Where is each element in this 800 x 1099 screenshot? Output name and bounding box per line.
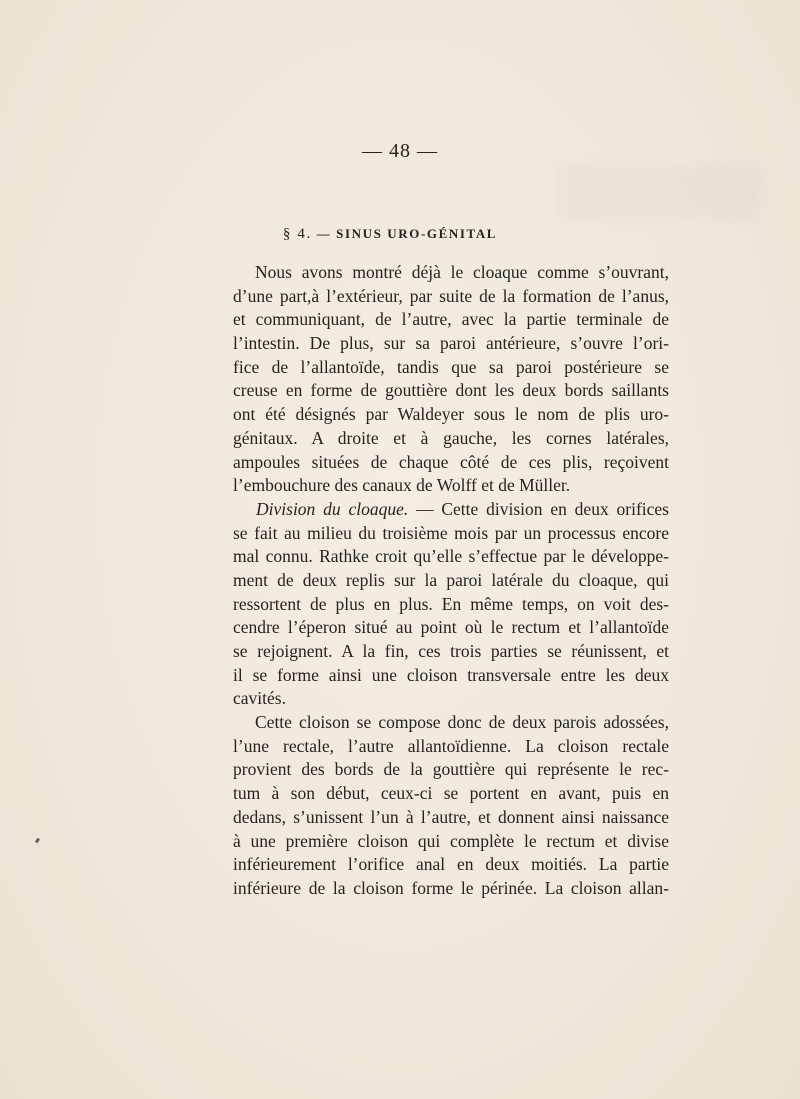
text-line (233, 498, 669, 522)
text-line: creuse en forme de gouttière dont les deux bords saillants (233, 380, 669, 401)
text-line: Nous avons montré déjà le cloaque comme s’ouvrant, (255, 262, 669, 282)
text-line: ment de deux replis sur la paroi latérale du cloaque, qui (233, 569, 669, 590)
section-heading (0, 226, 780, 243)
ink-speck (35, 838, 40, 844)
text-line: à une première cloison qui complète le rectum et divise (233, 830, 669, 851)
text-run: — Cette division en deux orifices (408, 498, 669, 519)
text-line: il se forme ainsi une cloison transversale entre les deux (233, 664, 669, 685)
text-line: ampoules situées de chaque côté de ces plis, reçoivent (233, 451, 669, 472)
text-line: se fait au milieu du troisième mois par un processus encore (233, 522, 669, 543)
text-line: dedans, s’unissent l’un à l’autre, et donnent ainsi naissance (233, 806, 669, 827)
section-symbol: § 4. (282, 226, 312, 242)
text-line: mal connu. Rathke croit qu’elle s’effectue par le développe- (233, 546, 669, 567)
body-text (233, 261, 669, 901)
text-line: l’intestin. De plus, sur sa paroi antérieure, s’ouvre l’ori- (233, 333, 669, 354)
section-title: SINUS URO-GÉNITAL (336, 226, 498, 241)
text-line: génitaux. A droite et à gauche, les cornes latérales, (233, 427, 669, 448)
show-through-stain (560, 165, 760, 220)
section-dash: — (316, 226, 332, 241)
text-line: ont été désignés par Waldeyer sous le nom de plis uro- (233, 404, 669, 425)
text-line: et communiquant, de l’autre, avec la partie terminale de (233, 309, 669, 330)
text-line: inférieurement l’orifice anal en deux moitiés. La partie (233, 854, 669, 875)
text-line: l’embouchure des canaux de Wolff et de Müller. (233, 475, 571, 496)
text-line: l’une rectale, l’autre allantoïdienne. La cloison rectale (233, 735, 669, 756)
italic-heading: Division du cloaque. (256, 498, 409, 519)
text-line: tum à son début, ceux-ci se portent en avant, puis en (233, 783, 669, 804)
text-line: fice de l’allantoïde, tandis que sa paroi postérieure se (233, 356, 669, 377)
text-line: d’une part,à l’extérieur, par suite de la formation de l’anus, (233, 285, 669, 306)
page-number: — 48 — (362, 140, 438, 162)
text-line: ressortent de plus en plus. En même temps, on voit des- (233, 593, 669, 614)
text-line: se rejoignent. A la fin, ces trois parties se réunissent, et (233, 641, 669, 661)
text-line: cavités. (233, 688, 286, 709)
text-line: cendre l’éperon situé au point où le rectum et l’allantoïde (233, 617, 669, 638)
text-line: Cette cloison se compose donc de deux parois adossées, (255, 712, 669, 733)
text-line: inférieure de la cloison forme le périnée. La cloison allan- (233, 877, 669, 898)
text-line: provient des bords de la gouttière qui représente le rec- (233, 759, 669, 780)
